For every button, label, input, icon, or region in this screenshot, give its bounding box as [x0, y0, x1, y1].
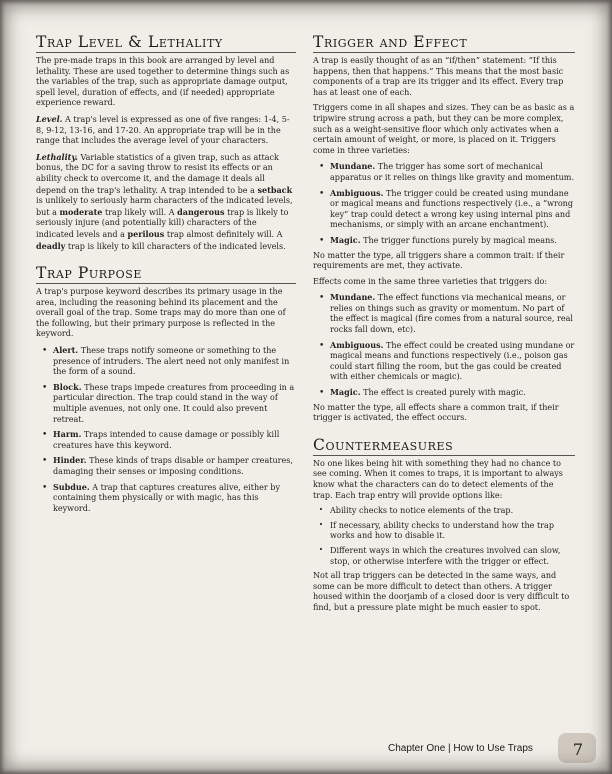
page-number: 7: [572, 740, 584, 759]
list-item: · If necessary, ability checks to understand how the trap works and how to disable it.: [330, 521, 575, 542]
list-item: • Alert. These traps notify someone or something to the presence of intruders. The alert need not only manifest in the form of a sound.: [53, 345, 296, 378]
left-column: [36, 34, 296, 518]
counter-list: [313, 506, 575, 567]
trap-purpose-intro: A trap's purpose keyword describes its primary usage in the area, including the reasoning behind its placement and the overall goal of the trap. Some traps may do more than one of the following, but their primary purpose is reflected in the keyword.: [36, 287, 286, 339]
lethality-term: Lethality.: [36, 151, 78, 162]
counter-intro: No one likes being hit with something they had no chance to see coming. When it comes to traps, it is important to always know what the characters can do to detect elements of the trap. Each trap entry will provide options like:: [313, 458, 563, 500]
heading-trap-level: Trap Level & Lethality: [36, 34, 296, 53]
footer-chapter: Chapter One | How to Use Traps: [388, 743, 533, 754]
level-paragraph: Level. A trap's level is expressed as one of five ranges: 1-4, 5-8, 9-12, 13-16, and 17-20. An appropriate trap will be in the range that includes the average level of your characters.: [36, 113, 290, 146]
heading-countermeasures: Countermeasures: [313, 437, 575, 456]
trigger-paragraph-5: No matter the type, all effects share a common trait, if their trigger is activated, the effect occurs.: [313, 402, 559, 423]
effect-list: [313, 292, 575, 398]
list-item: · Ability checks to notice elements of the trap.: [330, 506, 575, 517]
list-item: • Mundane. The trigger has some sort of mechanical apparatus or it relies on things like gravity and momentum.: [330, 161, 575, 183]
trigger-paragraph-3: No matter the type, all triggers share a common trait: if their requirements are met, they activate.: [313, 250, 565, 271]
list-item: • Mundane. The effect functions via mechanical means, or relies on things such as gravity or momentum. No part of the effect is magical (fire comes from a natural source, real rocks fall down, etc).: [330, 292, 575, 335]
list-item: · Different ways in which the creatures involved can slow, stop, or otherwise interfere with the trigger or effect.: [330, 546, 575, 567]
list-item: • Magic. The trigger functions purely by magical means.: [330, 235, 575, 247]
list-item: • Harm. Traps intended to cause damage or possibly kill creatures have this keyword.: [53, 429, 296, 451]
trigger-paragraph-4: Effects come in the same three varieties that triggers do:: [313, 276, 548, 286]
list-item: • Block. These traps impede creatures from proceeding in a particular direction. The trap could stand in the way of multiple avenues, not only one. It could also prevent retreat.: [53, 382, 296, 425]
list-item: • Ambiguous. The effect could be created using mundane or magical means and functions respectively (i.e., poison gas could start filling the room, but the gas could be created with either chemicals or magic).: [330, 340, 575, 383]
list-item: • Subdue. A trap that captures creatures alive, either by containing them physically or with magic, has this keyword.: [53, 482, 296, 515]
trigger-paragraph-2: Triggers come in all shapes and sizes. They can be as basic as a tripwire strung across a path, but they can be more complex, such as a weight-sensitive floor which only activates when a certain amount of weight, or more, is placed on it. Triggers come in three varieties:: [313, 103, 575, 155]
trigger-list: [313, 161, 575, 246]
heading-trigger-effect: Trigger and Effect: [313, 34, 575, 53]
list-item: • Magic. The effect is created purely with magic.: [330, 387, 575, 399]
trigger-intro: A trap is easily thought of as an “if/then” statement: “If this happens, then that happens.” This means that the most basic components of a trap are its trigger and its effect. Every trap has at least one of each.: [313, 56, 564, 97]
lethality-paragraph: Lethality. Variable statistics of a given trap, such as attack bonus, the DC for a saving throw to resist its effects or an ability check to overcome it, and the damage it deals all depend on the trap's lethality. A trap intended to be a setback is unlikely to seriously harm characters of the indicated levels, but a moderate trap likely will. A dangerous trap is likely to seriously injure (and potentially kill) characters of the indicated levels and a perilous trap almost definitely will. A deadly trap is likely to kill characters of the indicated levels.: [36, 151, 293, 251]
list-item: • Ambiguous. The trigger could be created using mundane or magical means and functions respectively (i.e., a “wrong key” trap could detect a wrong key using internal pins and mechanisms, or simply with an arcane enchantment).: [330, 188, 575, 231]
level-term: Level.: [36, 113, 63, 124]
counter-outro: Not all trap triggers can be detected in the same ways, and some can be more difficult to detect than others. A trigger housed within the doorjamb of a closed door is very difficult to find, but a pressure plate might be much easier to spot.: [313, 571, 570, 612]
purpose-list: [36, 345, 296, 514]
list-item: • Hinder. These kinds of traps disable or hamper creatures, damaging their senses or imposing conditions.: [53, 455, 296, 477]
right-column: [313, 34, 575, 619]
heading-trap-purpose: Trap Purpose: [36, 265, 296, 284]
trap-level-intro: The pre-made traps in this book are arranged by level and lethality. These are used together to determine things such as the variables of the trap, such as appropriate damage output, spell level, duration of effects, and (if needed) appropriate experience reward.: [36, 56, 290, 108]
